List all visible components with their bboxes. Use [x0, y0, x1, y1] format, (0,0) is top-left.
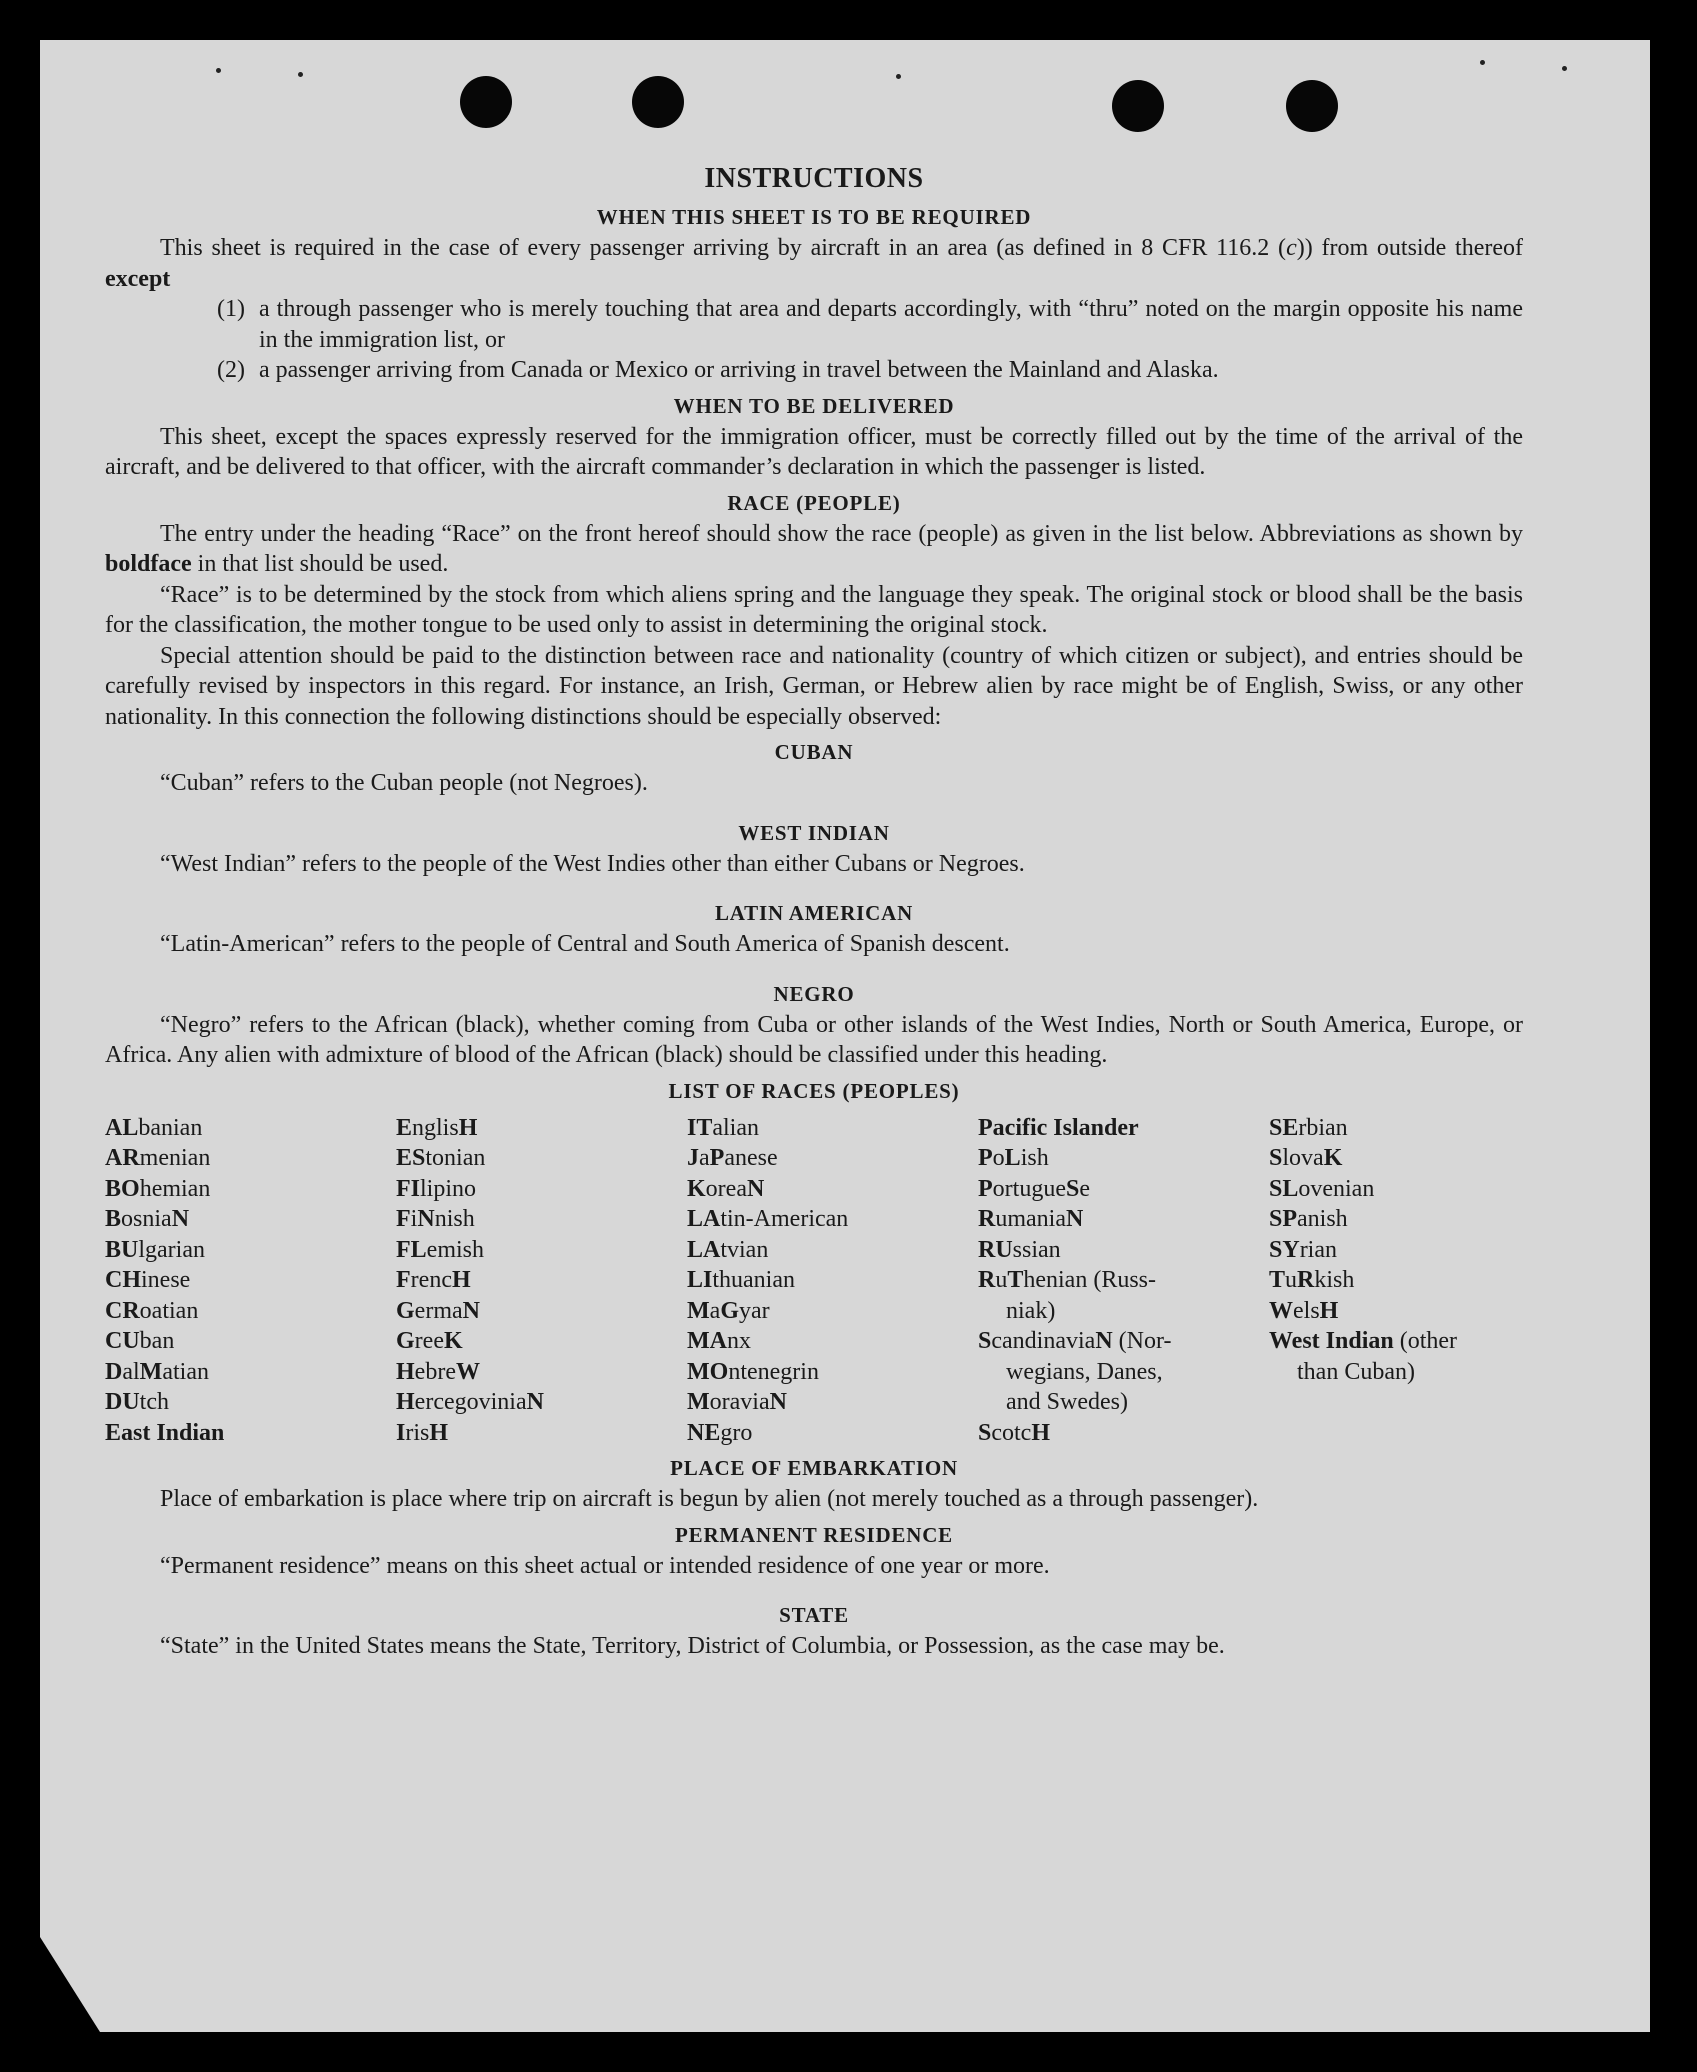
paragraph: “Negro” refers to the African (black), whether coming from Cuba or other islands of the West Indies, North or South America, Europe, or Africa. Any alien with admixture of blood of the African (black) should be classified under this heading.: [105, 1011, 1523, 1068]
paragraph: “Latin-American” refers to the people of Central and South America of Spanish descent.: [160, 931, 1010, 957]
race-entry: BosniaN: [105, 1206, 190, 1232]
race-entry: BOhemian: [105, 1175, 211, 1202]
race-column: [687, 1113, 978, 1449]
punch-hole: [632, 76, 684, 128]
section-heading: WHEN THIS SHEET IS TO BE REQUIRED: [596, 205, 1032, 229]
race-entry: than Cuban): [1297, 1358, 1415, 1385]
race-entry: EStonian: [396, 1145, 486, 1171]
speck: [1562, 66, 1567, 71]
race-entry: LAtvian: [687, 1236, 769, 1263]
race-entry: CHinese: [105, 1267, 191, 1293]
race-entry: RumaniaN: [978, 1206, 1084, 1232]
section-heading: PERMANENT RESIDENCE: [675, 1522, 953, 1547]
punch-hole: [460, 76, 512, 128]
section-heading: LATIN AMERICAN: [714, 901, 914, 925]
paragraph: The entry under the heading “Race” on the front hereof should show the race (people) as given in the list below. Abbreviations as shown by boldface in that list should be used.: [105, 520, 1523, 577]
punch-hole: [1286, 80, 1338, 132]
paragraph: “State” in the United States means the State, Territory, District of Columbia, or Possession, as the case may be.: [160, 1633, 1225, 1659]
document-page: [40, 40, 1650, 2032]
paragraph: Place of embarkation is place where trip on aircraft is begun by alien (not merely touched as a through passenger).: [160, 1486, 1259, 1512]
section-heading: NEGRO: [773, 981, 855, 1006]
list-item: (2) a passenger arriving from Canada or Mexico or arriving in travel between the Mainland and Alaska.: [217, 357, 1219, 383]
race-entry: ARmenian: [105, 1145, 211, 1171]
race-column: [978, 1113, 1269, 1449]
section-heading: CUBAN: [774, 740, 854, 764]
speck: [298, 72, 303, 77]
race-column: [105, 1113, 396, 1449]
race-entry: SYrian: [1269, 1236, 1337, 1263]
race-entry: GreeK: [396, 1328, 463, 1354]
paragraph: “West Indian” refers to the people of the West Indies other than either Cubans or Negroes.: [160, 850, 1025, 877]
race-entry: HercegoviniaN: [396, 1389, 544, 1415]
race-entry: ScotcH: [978, 1419, 1051, 1446]
race-entry: wegians, Danes,: [1006, 1358, 1163, 1385]
race-entry: SPanish: [1269, 1206, 1348, 1232]
race-entry: PortugueSe: [978, 1175, 1090, 1202]
paragraph: “Permanent residence” means on this sheet actual or intended residence of one year or more.: [160, 1552, 1050, 1579]
section-heading: WEST INDIAN: [738, 820, 890, 845]
race-entry: IrisH: [396, 1419, 449, 1446]
race-entry: DalMatian: [105, 1358, 209, 1385]
race-entry: East Indian: [105, 1419, 225, 1446]
race-entry: MoraviaN: [687, 1389, 787, 1415]
paragraph: This sheet is required in the case of every passenger arriving by aircraft in an area (as defined in 8 CFR 116.2 (c)) from outside thereof except: [105, 235, 1524, 292]
race-entry: ALbanian: [105, 1114, 203, 1141]
race-entry: MAnx: [687, 1328, 751, 1354]
race-entry: West Indian (other: [1269, 1328, 1458, 1354]
race-entry: TuRkish: [1269, 1267, 1355, 1293]
folded-corner: [40, 1937, 100, 2032]
race-entry: GermaN: [396, 1297, 480, 1324]
race-column: [396, 1113, 687, 1449]
race-entry: niak): [1006, 1297, 1056, 1324]
paragraph: “Cuban” refers to the Cuban people (not Negroes).: [160, 770, 648, 796]
section-heading: RACE (PEOPLE): [727, 490, 901, 515]
race-entry: ITalian: [687, 1114, 759, 1141]
instructions-content: [105, 161, 1523, 1662]
race-entry: EnglisH: [396, 1114, 478, 1141]
paragraph: This sheet, except the spaces expressly reserved for the immigration officer, must be correctly filled out by the time of the arrival of the aircraft, and be delivered to that officer, with the aircraft commander’s declaration in which the passenger is listed.: [105, 423, 1523, 480]
speck: [216, 68, 221, 73]
paragraph: “Race” is to be determined by the stock from which aliens spring and the language they speak. The original stock or blood shall be the basis for the classification, the mother tongue to be used only to assist in determining the original stock.: [105, 581, 1523, 638]
section-heading: WHEN TO BE DELIVERED: [673, 393, 955, 418]
section-heading: LIST OF RACES (PEOPLES): [668, 1078, 960, 1103]
page-title: INSTRUCTIONS: [704, 163, 924, 194]
paragraph: Special attention should be paid to the distinction between race and nationality (country of which citizen or subject), and entries should be carefully revised by inspectors in this regard. For instance, an Irish, German, or Hebrew alien by race might be of English, Swiss, or any other nationality. In this connection the following distinctions should be especially observed:: [105, 642, 1523, 730]
race-entry: MaGyar: [687, 1297, 770, 1324]
race-entry: KoreaN: [687, 1175, 765, 1202]
race-entry: FrencH: [396, 1267, 471, 1293]
speck: [896, 74, 901, 79]
race-column: [1269, 1113, 1523, 1449]
section-heading: STATE: [779, 1603, 849, 1627]
race-entry: LAtin-American: [687, 1206, 849, 1232]
race-entry: CUban: [105, 1328, 175, 1354]
race-entry: LIthuanian: [687, 1267, 795, 1293]
race-entry: DUtch: [105, 1389, 169, 1415]
race-entry: PoLish: [978, 1145, 1049, 1171]
race-list: [105, 1113, 1523, 1449]
race-entry: FLemish: [396, 1236, 484, 1263]
race-entry: BUlgarian: [105, 1236, 205, 1263]
race-entry: Pacific Islander: [978, 1114, 1139, 1141]
punch-hole: [1112, 80, 1164, 132]
race-entry: CRoatian: [105, 1297, 199, 1324]
race-entry: FiNnish: [396, 1206, 475, 1232]
list-item: (1) a through passenger who is merely touching that area and departs accordingly, with “thru” noted on the margin opposite his name in the immigration list, or: [217, 296, 1523, 353]
race-entry: WelsH: [1269, 1297, 1339, 1324]
race-entry: NEgro: [687, 1419, 753, 1446]
speck: [1480, 60, 1485, 65]
section-heading: PLACE OF EMBARKATION: [670, 1456, 958, 1480]
race-entry: RuThenian (Russ-: [978, 1267, 1157, 1293]
race-entry: JaPanese: [687, 1145, 778, 1171]
race-entry: RUssian: [978, 1236, 1061, 1263]
race-entry: SlovaK: [1269, 1145, 1343, 1171]
race-entry: FIlipino: [396, 1175, 477, 1202]
race-entry: SLovenian: [1269, 1175, 1375, 1202]
race-entry: ScandinaviaN (Nor-: [978, 1328, 1172, 1354]
race-entry: SErbian: [1269, 1114, 1348, 1141]
race-entry: and Swedes): [1006, 1389, 1128, 1415]
race-entry: HebreW: [396, 1358, 480, 1385]
race-entry: MOntenegrin: [687, 1358, 819, 1385]
